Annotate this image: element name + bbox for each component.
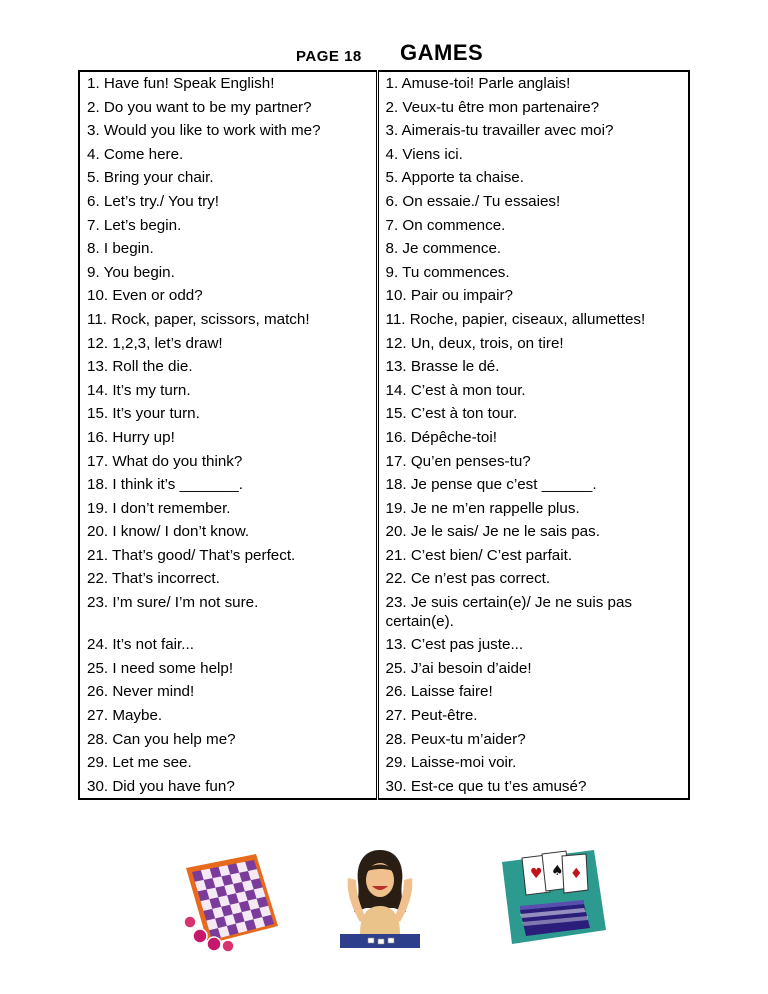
english-phrase: 19. I don’t remember. <box>79 497 377 521</box>
table-row <box>79 775 689 800</box>
table-row <box>79 402 689 426</box>
french-phrase: 22. Ce n’est pas correct. <box>377 567 689 591</box>
playing-cards-icon <box>498 848 610 954</box>
french-phrase: 12. Un, deux, trois, on tire! <box>377 332 689 356</box>
french-phrase: 4. Viens ici. <box>377 143 689 167</box>
english-phrase: 30. Did you have fun? <box>79 775 377 800</box>
english-phrase: 4. Come here. <box>79 143 377 167</box>
french-phrase: 2. Veux-tu être mon partenaire? <box>377 96 689 120</box>
french-phrase: 5. Apporte ta chaise. <box>377 166 689 190</box>
english-phrase: 27. Maybe. <box>79 704 377 728</box>
table-row <box>79 237 689 261</box>
table-row <box>79 657 689 681</box>
table-row <box>79 633 689 657</box>
phrase-table <box>78 70 690 800</box>
french-phrase: 15. C’est à ton tour. <box>377 402 689 426</box>
table-row <box>79 332 689 356</box>
french-phrase: 1. Amuse-toi! Parle anglais! <box>377 71 689 96</box>
french-phrase: 11. Roche, papier, ciseaux, allumettes! <box>377 308 689 332</box>
english-phrase: 6. Let’s try./ You try! <box>79 190 377 214</box>
phrase-table-body <box>79 71 689 799</box>
english-phrase: 11. Rock, paper, scissors, match! <box>79 308 377 332</box>
table-row <box>79 567 689 591</box>
page-title: GAMES <box>400 40 484 65</box>
english-phrase: 2. Do you want to be my partner? <box>79 96 377 120</box>
english-phrase: 17. What do you think? <box>79 450 377 474</box>
french-phrase: 6. On essaie./ Tu essaies! <box>377 190 689 214</box>
english-phrase: 25. I need some help! <box>79 657 377 681</box>
english-phrase: 21. That’s good/ That’s perfect. <box>79 544 377 568</box>
english-phrase: 7. Let’s begin. <box>79 214 377 238</box>
english-phrase: 29. Let me see. <box>79 751 377 775</box>
english-phrase: 8. I begin. <box>79 237 377 261</box>
table-row <box>79 166 689 190</box>
french-phrase: 9. Tu commences. <box>377 261 689 285</box>
english-phrase: 14. It’s my turn. <box>79 379 377 403</box>
table-row <box>79 143 689 167</box>
table-row <box>79 190 689 214</box>
french-phrase: 26. Laisse faire! <box>377 680 689 704</box>
page-number-label: PAGE 18 <box>296 48 362 65</box>
table-row <box>79 284 689 308</box>
french-phrase: 16. Dépêche-toi! <box>377 426 689 450</box>
english-phrase: 18. I think it’s _______. <box>79 473 377 497</box>
french-phrase: 30. Est-ce que tu t’es amusé? <box>377 775 689 800</box>
french-phrase: 20. Je le sais/ Je ne le sais pas. <box>377 520 689 544</box>
english-phrase: 24. It’s not fair... <box>79 633 377 657</box>
french-phrase: 8. Je commence. <box>377 237 689 261</box>
english-phrase: 23. I’m sure/ I’m not sure. <box>79 591 377 633</box>
french-phrase: 29. Laisse-moi voir. <box>377 751 689 775</box>
english-phrase: 5. Bring your chair. <box>79 166 377 190</box>
french-phrase: 21. C’est bien/ C’est parfait. <box>377 544 689 568</box>
table-row <box>79 119 689 143</box>
laughing-girl-icon <box>334 842 426 948</box>
english-phrase: 3. Would you like to work with me? <box>79 119 377 143</box>
english-phrase: 15. It’s your turn. <box>79 402 377 426</box>
english-phrase: 10. Even or odd? <box>79 284 377 308</box>
english-phrase: 16. Hurry up! <box>79 426 377 450</box>
svg-text:♦: ♦ <box>570 866 583 882</box>
page-header <box>0 40 768 70</box>
english-phrase: 20. I know/ I don’t know. <box>79 520 377 544</box>
french-phrase: 27. Peut-être. <box>377 704 689 728</box>
svg-text:♠: ♠ <box>551 863 564 879</box>
table-row <box>79 728 689 752</box>
french-phrase: 13. Brasse le dé. <box>377 355 689 379</box>
table-row <box>79 591 689 633</box>
table-row <box>79 520 689 544</box>
english-phrase: 1. Have fun! Speak English! <box>79 71 377 96</box>
table-row <box>79 308 689 332</box>
french-phrase: 14. C’est à mon tour. <box>377 379 689 403</box>
table-row <box>79 426 689 450</box>
french-phrase: 28. Peux-tu m’aider? <box>377 728 689 752</box>
english-phrase: 13. Roll the die. <box>79 355 377 379</box>
english-phrase: 12. 1,2,3, let’s draw! <box>79 332 377 356</box>
table-row <box>79 379 689 403</box>
english-phrase: 26. Never mind! <box>79 680 377 704</box>
table-row <box>79 214 689 238</box>
table-row <box>79 751 689 775</box>
table-row <box>79 96 689 120</box>
svg-text:♥: ♥ <box>530 866 543 882</box>
table-row <box>79 355 689 379</box>
table-row <box>79 544 689 568</box>
french-phrase: 18. Je pense que c’est ______. <box>377 473 689 497</box>
table-row <box>79 71 689 96</box>
french-phrase: 17. Qu’en penses-tu? <box>377 450 689 474</box>
english-phrase: 9. You begin. <box>79 261 377 285</box>
table-row <box>79 704 689 728</box>
table-row <box>79 497 689 521</box>
table-row <box>79 450 689 474</box>
table-row <box>79 473 689 497</box>
french-phrase: 23. Je suis certain(e)/ Je ne suis pas certain(e). <box>377 591 689 633</box>
french-phrase: 3. Aimerais-tu travailler avec moi? <box>377 119 689 143</box>
french-phrase: 13. C’est pas juste... <box>377 633 689 657</box>
french-phrase: 7. On commence. <box>377 214 689 238</box>
table-row <box>79 261 689 285</box>
table-row <box>79 680 689 704</box>
french-phrase: 10. Pair ou impair? <box>377 284 689 308</box>
english-phrase: 22. That’s incorrect. <box>79 567 377 591</box>
english-phrase: 28. Can you help me? <box>79 728 377 752</box>
checkerboard-game-icon <box>178 848 288 958</box>
french-phrase: 19. Je ne m’en rappelle plus. <box>377 497 689 521</box>
french-phrase: 25. J’ai besoin d’aide! <box>377 657 689 681</box>
